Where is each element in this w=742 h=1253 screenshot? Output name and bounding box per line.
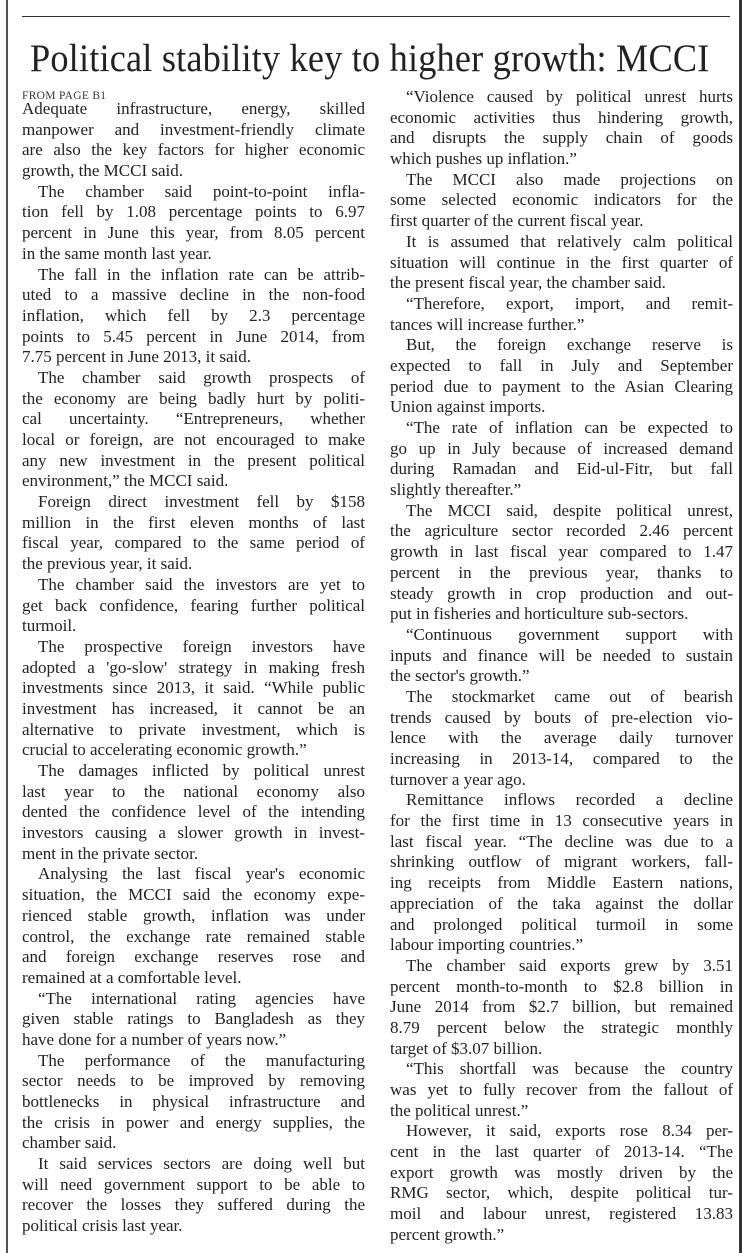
text-line: environment,” the MCCI said. bbox=[22, 471, 229, 491]
paragraph bbox=[22, 99, 365, 182]
text-line: points to 5.45 percent in June 2014, from bbox=[22, 326, 365, 346]
text-line: target of $3.07 billion. bbox=[390, 1038, 543, 1058]
text-line: control, the exchange rate remained stable bbox=[22, 926, 365, 946]
text-line: expected to fall in July and September bbox=[390, 355, 733, 375]
text-line: and disrupts the supply chain of goods bbox=[390, 128, 733, 148]
paragraph bbox=[22, 864, 365, 988]
text-line: will need government support to be able to bbox=[22, 1174, 365, 1194]
text-line: some selected economic indicators for the bbox=[390, 190, 733, 210]
text-line: It is assumed that relatively calm political bbox=[406, 231, 733, 251]
text-line: labour importing countries.” bbox=[390, 935, 584, 955]
text-line: bottlenecks in physical infrastructure and bbox=[22, 1092, 365, 1111]
text-line: The chamber said growth prospects of bbox=[38, 367, 365, 387]
text-line: last year to the national economy also bbox=[22, 781, 365, 801]
text-line: The chamber said exports grew by 3.51 bbox=[406, 955, 733, 975]
paragraph bbox=[22, 575, 365, 637]
text-line: slightly thereafter.” bbox=[390, 480, 522, 500]
text-line: put in fisheries and horticulture sub-sectors. bbox=[390, 604, 689, 624]
text-line: But, the foreign exchange reserve is bbox=[406, 335, 733, 355]
left-border-rule bbox=[6, 0, 8, 1253]
paragraph bbox=[390, 687, 733, 790]
text-line: the political unrest.” bbox=[390, 1100, 529, 1120]
paragraph bbox=[390, 625, 733, 687]
text-line: lence with the average daily turnover bbox=[390, 728, 733, 748]
text-line: the economy are being badly hurt by politi- bbox=[22, 388, 365, 408]
paragraph bbox=[22, 492, 365, 575]
text-line: investors causing a slower growth in invest- bbox=[22, 823, 365, 843]
text-line: situation, the MCCI said the economy expe- bbox=[22, 885, 365, 905]
text-line: Adequate infrastructure, energy, skilled bbox=[22, 99, 365, 118]
text-line: “Therefore, export, import, and remit- bbox=[406, 293, 733, 313]
text-line: moil and labour unrest, registered 13.83 bbox=[390, 1204, 733, 1224]
text-line: increasing in 2013-14, compared to the bbox=[390, 749, 733, 768]
paragraph bbox=[390, 232, 733, 294]
text-line: million in the first eleven months of last bbox=[22, 512, 365, 532]
paragraph bbox=[390, 170, 733, 232]
text-line: The chamber said point-to-point infla- bbox=[38, 181, 365, 201]
text-line: inputs and finance will be needed to sustain bbox=[390, 645, 733, 665]
text-line: The stockmarket came out of bearish bbox=[406, 686, 733, 706]
text-line: have done for a number of years now.” bbox=[22, 1029, 287, 1049]
paragraph bbox=[390, 956, 733, 1059]
paragraph bbox=[22, 265, 365, 368]
paragraph bbox=[390, 1059, 733, 1121]
paragraph bbox=[22, 1051, 365, 1154]
text-line: in the same month last year. bbox=[22, 243, 212, 263]
text-line: are also the key factors for higher economic bbox=[22, 140, 365, 160]
text-line: The performance of the manufacturing bbox=[38, 1050, 365, 1070]
text-line: crucial to accelerating economic growth.” bbox=[22, 740, 307, 760]
text-line: 7.75 percent in June 2013, it said. bbox=[22, 347, 251, 367]
text-line: Foreign direct investment fell by $158 bbox=[38, 492, 365, 512]
text-line: The damages inflicted by political unrest bbox=[38, 761, 365, 780]
text-line: was yet to fully recover from the fallout of bbox=[390, 1080, 733, 1099]
text-line: go up in July because of increased demand bbox=[390, 438, 733, 458]
paragraph bbox=[22, 989, 365, 1051]
top-rule bbox=[22, 16, 730, 17]
text-line: local or foreign, are not encouraged to make bbox=[22, 430, 365, 449]
jump-line: FROM PAGE B1 bbox=[22, 90, 107, 102]
text-line: “This shortfall was because the country bbox=[406, 1059, 733, 1079]
text-line: uted to a massive decline in the non-food bbox=[22, 285, 365, 305]
paragraph bbox=[390, 501, 733, 625]
paragraph bbox=[22, 368, 365, 492]
text-line: Analysing the last fiscal year's economic bbox=[38, 864, 365, 884]
text-line: June 2014 from $2.7 billion, but remained bbox=[390, 997, 733, 1017]
text-line: appreciation of the taka against the dollar bbox=[390, 893, 733, 913]
text-line: The chamber said the investors are yet to bbox=[38, 574, 365, 594]
text-line: the previous year, it said. bbox=[22, 554, 193, 574]
text-line: The MCCI also made projections on bbox=[406, 169, 733, 189]
paragraph bbox=[390, 1121, 733, 1245]
text-line: “Continuous government support with bbox=[406, 624, 733, 644]
text-line: during Ramadan and Eid-ul-Fitr, but fall bbox=[390, 459, 733, 479]
text-line: steady growth in crop production and out- bbox=[390, 583, 733, 603]
text-line: recover the losses they suffered during the bbox=[22, 1195, 365, 1215]
text-line: fiscal year, compared to the same period of bbox=[22, 533, 365, 553]
paragraph bbox=[22, 637, 365, 761]
text-line: alternative to private investment, which is bbox=[22, 719, 365, 739]
text-line: “Violence caused by political unrest hurts bbox=[406, 87, 733, 106]
text-line: and prolonged political turmoil in some bbox=[390, 914, 733, 934]
text-line: given stable ratings to Bangladesh as they bbox=[22, 1009, 365, 1029]
headline: Political stability key to higher growth: MCCI bbox=[30, 37, 710, 80]
text-line: growth in last fiscal year compared to 1.47 bbox=[390, 542, 733, 562]
text-line: Remittance inflows recorded a decline bbox=[406, 790, 733, 810]
text-line: cal uncertainty. “Entrepreneurs, whether bbox=[22, 409, 365, 429]
text-line: cent in the last quarter of 2013-14. “The bbox=[390, 1142, 733, 1162]
text-line: get back confidence, fearing further political bbox=[22, 595, 365, 615]
text-line: chamber said. bbox=[22, 1133, 117, 1153]
text-line: shrinking outflow of migrant workers, fall- bbox=[390, 852, 733, 872]
text-line: economic activities thus hindering growth, bbox=[390, 107, 733, 127]
text-line: “The rate of inflation can be expected to bbox=[406, 418, 733, 437]
text-line: manpower and investment-friendly climate bbox=[22, 119, 365, 139]
text-line: the agriculture sector recorded 2.46 percent bbox=[390, 521, 733, 541]
paragraph bbox=[22, 1154, 365, 1237]
text-line: investment has increased, it cannot be an bbox=[22, 698, 365, 718]
text-line: remained at a comfortable level. bbox=[22, 967, 242, 987]
text-line: However, it said, exports rose 8.34 per- bbox=[406, 1121, 733, 1141]
text-line: growth, the MCCI said. bbox=[22, 161, 184, 181]
text-line: any new investment in the present political bbox=[22, 450, 365, 470]
paragraph bbox=[22, 182, 365, 265]
text-line: The prospective foreign investors have bbox=[38, 636, 365, 656]
text-line: ing receipts from Middle Eastern nations, bbox=[390, 873, 733, 893]
text-line: percent in the previous year, thanks to bbox=[390, 562, 733, 582]
text-line: Union against imports. bbox=[390, 397, 546, 417]
text-line: turnover a year ago. bbox=[390, 769, 526, 789]
text-line: It said services sectors are doing well but bbox=[38, 1154, 365, 1174]
right-column bbox=[390, 87, 733, 1246]
paragraph bbox=[22, 761, 365, 864]
text-line: last fiscal year. “The decline was due to a bbox=[390, 831, 733, 851]
text-line: RMG sector, which, despite political tur- bbox=[390, 1183, 733, 1203]
text-line: “The international rating agencies have bbox=[38, 988, 365, 1008]
text-line: export growth was mostly driven by the bbox=[390, 1162, 733, 1182]
text-line: dented the confidence level of the intending bbox=[22, 802, 365, 822]
left-column bbox=[22, 99, 365, 1237]
text-line: The MCCI said, despite political unrest, bbox=[406, 500, 733, 520]
text-line: trends caused by bouts of pre-election vio- bbox=[390, 707, 733, 727]
paragraph bbox=[390, 294, 733, 335]
paragraph bbox=[390, 335, 733, 418]
text-line: situation will continue in the first quarter of bbox=[390, 252, 733, 272]
text-line: which pushes up inflation.” bbox=[390, 149, 577, 169]
paragraph bbox=[390, 418, 733, 501]
text-line: ment in the private sector. bbox=[22, 843, 199, 863]
text-line: rienced stable growth, inflation was under bbox=[22, 905, 365, 925]
text-line: inflation, which fell by 2.3 percentage bbox=[22, 305, 365, 325]
text-line: tances will increase further.” bbox=[390, 314, 585, 334]
text-line: sector needs to be improved by removing bbox=[22, 1071, 365, 1091]
text-line: the sector's growth.” bbox=[390, 666, 530, 686]
text-line: adopted a 'go-slow' strategy in making fresh bbox=[22, 657, 365, 677]
text-line: turmoil. bbox=[22, 616, 77, 636]
text-line: the crisis in power and energy supplies, the bbox=[22, 1112, 365, 1132]
text-line: tion fell by 1.08 percentage points to 6.97 bbox=[22, 202, 365, 222]
text-line: political crisis last year. bbox=[22, 1216, 183, 1236]
text-line: and foreign exchange reserves rose and bbox=[22, 947, 365, 967]
text-line: first quarter of the current fiscal year. bbox=[390, 211, 644, 231]
text-line: the present fiscal year, the chamber said. bbox=[390, 273, 666, 293]
text-line: investments since 2013, it said. “While public bbox=[22, 678, 365, 698]
text-line: percent month-to-month to $2.8 billion in bbox=[390, 976, 733, 996]
text-line: percent in June this year, from 8.05 percent bbox=[22, 223, 365, 243]
paragraph bbox=[390, 87, 733, 170]
text-line: period due to payment to the Asian Clearing bbox=[390, 376, 733, 396]
text-line: 8.79 percent below the strategic monthly bbox=[390, 1017, 733, 1037]
text-line: The fall in the inflation rate can be attrib- bbox=[38, 264, 365, 284]
text-line: percent growth.” bbox=[390, 1224, 505, 1244]
text-line: for the first time in 13 consecutive years in bbox=[390, 811, 733, 831]
paragraph bbox=[390, 790, 733, 956]
